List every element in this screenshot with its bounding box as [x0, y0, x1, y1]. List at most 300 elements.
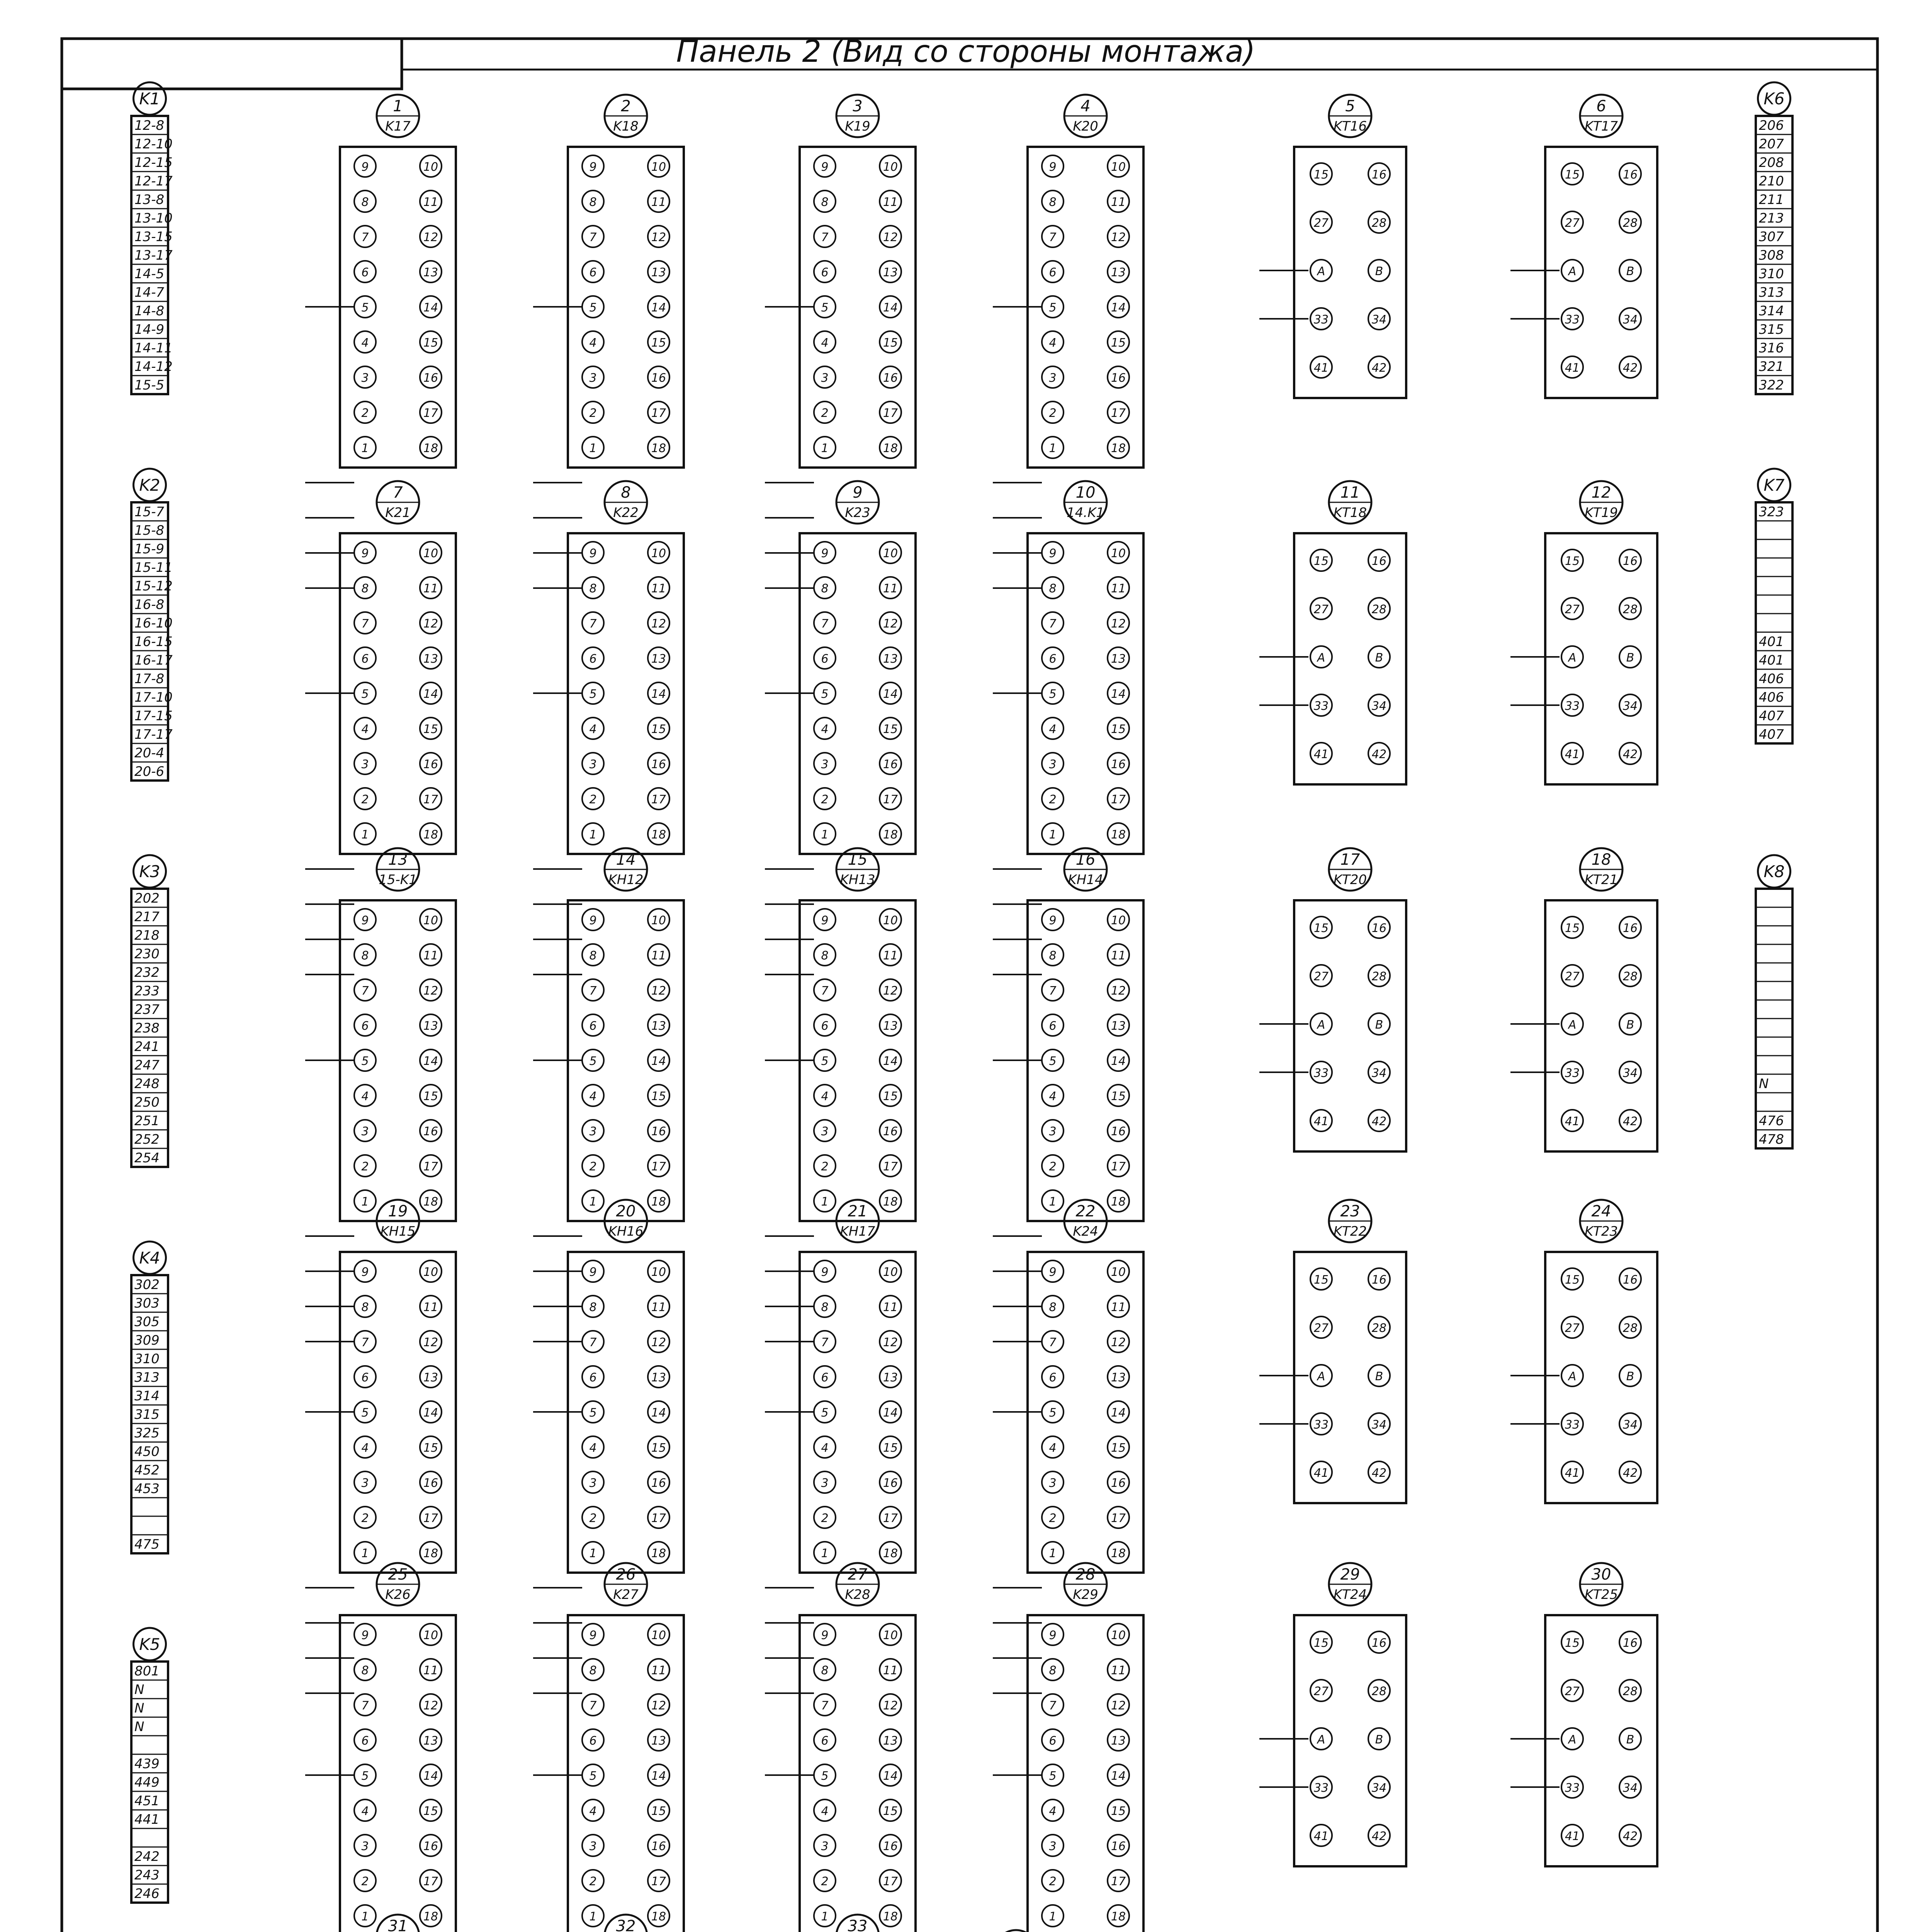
relay-pin-label: 15 [1111, 1090, 1126, 1103]
strip-terminal-label: 15-9 [134, 541, 165, 557]
timer-pin-label: A [1568, 651, 1577, 665]
strip-terminal-label: 16-10 [134, 616, 173, 631]
device-designation: K24 [1073, 1224, 1098, 1239]
relay-pin-label: 4 [361, 336, 369, 350]
strip-terminal-label: 407 [1759, 727, 1784, 742]
strip-terminal-label: 316 [1759, 340, 1784, 356]
relay-pin-label: 1 [1049, 442, 1057, 455]
relay-pin-label: 1 [1049, 828, 1057, 842]
device-block-5 [1294, 95, 1406, 398]
timer-pin-label: 42 [1371, 748, 1387, 761]
relay-pin-label: 8 [589, 582, 597, 595]
terminal-strip-k5 [131, 1628, 168, 1903]
relay-pin-label: 15 [1111, 336, 1126, 350]
relay-pin-label: 7 [1049, 617, 1057, 631]
relay-pin-label: 15 [423, 1441, 438, 1455]
timer-pin-label: 33 [1565, 1066, 1580, 1080]
relay-pin-label: 14 [423, 1054, 438, 1068]
timer-pin-label: 15 [1313, 554, 1329, 568]
relay-pin-label: 8 [361, 1301, 369, 1314]
timer-pin-label: 27 [1313, 1685, 1329, 1698]
device-designation: KT17 [1584, 119, 1618, 134]
strip-terminal-label: 17-17 [134, 727, 173, 742]
timer-pin-label: 16 [1622, 1273, 1638, 1287]
timer-pin-label: 16 [1371, 1273, 1387, 1287]
relay-pin-label: 8 [1049, 949, 1057, 963]
device-block-17 [1294, 848, 1406, 1151]
relay-pin-label: 9 [589, 1629, 597, 1642]
strip-terminal-label: 210 [1759, 173, 1784, 189]
relay-pin-label: 16 [1111, 371, 1126, 385]
relay-pin-label: 13 [651, 266, 666, 279]
relay-pin-label: 6 [1049, 1371, 1057, 1384]
strip-terminal-label: 12-15 [134, 155, 173, 170]
relay-pin-label: 11 [651, 1301, 666, 1314]
relay-pin-label: 7 [361, 617, 369, 631]
relay-pin-label: 16 [423, 1476, 438, 1490]
relay-pin-label: 4 [1049, 336, 1057, 350]
strip-terminal-label: 242 [134, 1849, 160, 1864]
strip-terminal-label: 302 [134, 1277, 160, 1293]
relay-pin-label: 2 [1049, 1512, 1057, 1525]
relay-pin-label: 6 [361, 652, 369, 666]
device-designation: KH12 [608, 872, 644, 888]
terminal-strip-k6 [1756, 82, 1792, 394]
strip-terminal-label: 14-12 [134, 359, 173, 374]
timer-pin-label: 15 [1565, 1273, 1580, 1287]
relay-pin-label: 10 [651, 547, 666, 560]
strip-terminal-label: 16-15 [134, 634, 173, 650]
strip-id-label: K8 [1764, 862, 1785, 881]
relay-pin-label: 3 [1049, 758, 1057, 771]
strip-terminal-label: 213 [1759, 211, 1784, 226]
device-number: 33 [848, 1917, 868, 1932]
relay-pin-label: 9 [1049, 914, 1057, 927]
relay-pin-label: 7 [821, 1336, 829, 1349]
relay-pin-label: 12 [423, 984, 438, 998]
relay-pin-label: 13 [651, 1371, 666, 1384]
strip-terminal-label: 309 [134, 1333, 160, 1348]
relay-pin-label: 8 [821, 1301, 829, 1314]
relay-pin-label: 6 [589, 1371, 597, 1384]
timer-pin-label: 27 [1565, 1321, 1580, 1335]
timer-pin-label: 15 [1313, 168, 1329, 182]
timer-pin-label: 42 [1622, 1830, 1638, 1843]
relay-pin-label: 4 [821, 1804, 829, 1818]
device-designation: K18 [613, 119, 639, 134]
timer-pin-label: 16 [1371, 1636, 1387, 1650]
device-block-22 [1028, 1200, 1143, 1573]
device-block-9 [800, 481, 916, 854]
relay-pin-label: 9 [589, 547, 597, 560]
strip-id-label: K1 [139, 89, 160, 108]
relay-pin-label: 18 [883, 828, 898, 842]
timer-pin-label: 42 [1371, 1466, 1387, 1480]
strip-terminal-label: 17-15 [134, 708, 173, 724]
relay-pin-label: 12 [883, 1336, 898, 1349]
relay-pin-label: 3 [821, 371, 829, 385]
timer-pin-label: 27 [1565, 1685, 1580, 1698]
device-block-6 [1545, 95, 1657, 398]
relay-pin-label: 9 [361, 1629, 369, 1642]
device-number: 24 [1591, 1202, 1611, 1220]
relay-pin-label: 13 [883, 1734, 898, 1748]
relay-pin-label: 8 [589, 949, 597, 963]
relay-pin-label: 2 [821, 406, 829, 420]
device-number: 9 [853, 484, 863, 502]
relay-pin-label: 10 [423, 1265, 438, 1279]
relay-pin-label: 3 [1049, 371, 1057, 385]
relay-pin-label: 1 [589, 1195, 597, 1209]
relay-pin-label: 4 [361, 723, 369, 736]
relay-pin-label: 11 [883, 196, 898, 209]
device-number: 3 [853, 97, 863, 115]
device-block-7 [340, 481, 456, 854]
relay-pin-label: 18 [651, 1195, 666, 1209]
relay-pin-label: 12 [423, 617, 438, 631]
relay-pin-label: 11 [651, 582, 666, 595]
relay-pin-label: 17 [651, 1160, 666, 1173]
relay-pin-label: 3 [1049, 1840, 1057, 1853]
relay-pin-label: 13 [1111, 1734, 1126, 1748]
relay-pin-label: 5 [361, 1054, 369, 1068]
relay-pin-label: 3 [589, 1476, 597, 1490]
device-block-27 [800, 1563, 916, 1932]
relay-pin-label: 1 [1049, 1547, 1057, 1560]
relay-pin-label: 6 [1049, 652, 1057, 666]
strip-terminal-label: N [134, 1682, 144, 1697]
device-block-11 [1294, 481, 1406, 784]
relay-pin-label: 18 [423, 442, 438, 455]
strip-terminal-label: 15-12 [134, 578, 173, 594]
relay-pin-label: 16 [883, 1840, 898, 1853]
relay-pin-label: 1 [589, 442, 597, 455]
timer-pin-label: A [1317, 1018, 1325, 1032]
relay-pin-label: 5 [361, 1769, 369, 1783]
relay-pin-label: 14 [1111, 301, 1126, 315]
relay-pin-label: 9 [589, 1265, 597, 1279]
timer-pin-label: 16 [1622, 554, 1638, 568]
device-block-21 [800, 1200, 916, 1573]
relay-pin-label: 2 [821, 1875, 829, 1888]
relay-pin-label: 15 [423, 723, 438, 736]
relay-pin-label: 5 [589, 1054, 597, 1068]
timer-pin-label: 34 [1371, 1066, 1387, 1080]
device-number: 19 [388, 1202, 408, 1220]
relay-pin-label: 16 [883, 371, 898, 385]
relay-pin-label: 6 [589, 1019, 597, 1033]
relay-pin-label: 10 [423, 160, 438, 174]
relay-pin-label: 14 [423, 1769, 438, 1783]
strip-terminal-label: 310 [134, 1351, 160, 1367]
relay-pin-label: 5 [361, 687, 369, 701]
timer-pin-label: B [1626, 651, 1634, 665]
relay-pin-label: 1 [821, 1195, 829, 1209]
relay-pin-label: 7 [821, 1699, 829, 1713]
relay-pin-label: 1 [361, 442, 369, 455]
strip-terminal-label: 307 [1759, 229, 1784, 245]
timer-pin-label: 33 [1313, 1066, 1329, 1080]
relay-pin-label: 5 [821, 1054, 829, 1068]
timer-pin-label: 28 [1622, 970, 1638, 983]
relay-pin-label: 1 [361, 1195, 369, 1209]
relay-pin-label: 18 [423, 1910, 438, 1923]
strip-terminal-label: N [134, 1719, 144, 1735]
timer-pin-label: B [1626, 1018, 1634, 1032]
relay-pin-label: 17 [1111, 1160, 1126, 1173]
relay-pin-label: 9 [589, 160, 597, 174]
timer-pin-label: 41 [1313, 1466, 1329, 1480]
relay-pin-label: 18 [1111, 828, 1126, 842]
strip-terminal-label: 401 [1759, 653, 1784, 668]
relay-pin-label: 4 [361, 1441, 369, 1455]
device-designation: KT18 [1333, 505, 1367, 520]
relay-pin-label: 15 [651, 1804, 666, 1818]
relay-pin-label: 4 [589, 1090, 597, 1103]
strip-terminal-label: 15-8 [134, 523, 165, 538]
timer-pin-label: A [1568, 265, 1577, 278]
device-designation: KH16 [608, 1224, 644, 1239]
device-number: 7 [393, 484, 403, 502]
relay-pin-label: 12 [1111, 617, 1126, 631]
strip-terminal-label: 313 [134, 1370, 160, 1385]
strip-terminal-label: 13-15 [134, 229, 173, 245]
device-block-16 [1028, 848, 1143, 1221]
relay-pin-label: 5 [821, 687, 829, 701]
strip-terminal-label: 401 [1759, 634, 1784, 650]
timer-pin-label: 28 [1371, 216, 1387, 230]
drawing-frame [62, 39, 1877, 1932]
timer-pin-label: 42 [1371, 361, 1387, 375]
device-number: 28 [1075, 1566, 1096, 1583]
relay-pin-label: 10 [651, 160, 666, 174]
timer-pin-label: 15 [1565, 168, 1580, 182]
relay-pin-label: 5 [1049, 1769, 1057, 1783]
relay-pin-label: 14 [883, 1406, 898, 1420]
strip-terminal-label: 247 [134, 1058, 160, 1073]
relay-pin-label: 4 [1049, 1441, 1057, 1455]
relay-pin-label: 10 [1111, 547, 1126, 560]
device-designation: KT20 [1333, 872, 1367, 888]
relay-pin-label: 13 [1111, 652, 1126, 666]
relay-pin-label: 7 [361, 1699, 369, 1713]
strip-terminal-label: 14-8 [134, 303, 165, 319]
relay-pin-label: 9 [821, 914, 829, 927]
strip-terminal-label: 254 [134, 1150, 160, 1166]
relay-pin-label: 8 [1049, 582, 1057, 595]
relay-pin-label: 14 [651, 1769, 666, 1783]
relay-pin-label: 11 [651, 1664, 666, 1677]
relay-pin-label: 12 [883, 1699, 898, 1713]
relay-pin-label: 4 [361, 1804, 369, 1818]
timer-pin-label: 41 [1565, 748, 1580, 761]
relay-pin-label: 6 [1049, 1019, 1057, 1033]
device-number: 11 [1340, 484, 1360, 502]
relay-pin-label: 18 [651, 1547, 666, 1560]
relay-pin-label: 10 [423, 1629, 438, 1642]
strip-terminal-label: 14-9 [134, 322, 165, 337]
relay-pin-label: 13 [1111, 1019, 1126, 1033]
relay-pin-label: 16 [1111, 1840, 1126, 1853]
relay-pin-label: 15 [651, 723, 666, 736]
relay-pin-label: 17 [1111, 406, 1126, 420]
device-number: 6 [1596, 97, 1606, 115]
strip-terminal-label: 313 [1759, 285, 1784, 300]
relay-pin-label: 6 [361, 1019, 369, 1033]
relay-pin-label: 6 [821, 652, 829, 666]
relay-pin-label: 5 [589, 1406, 597, 1420]
relay-pin-label: 7 [361, 984, 369, 998]
relay-pin-label: 18 [1111, 1910, 1126, 1923]
device-blocks [133, 95, 1891, 1932]
relay-pin-label: 14 [1111, 1406, 1126, 1420]
relay-pin-label: 15 [423, 1090, 438, 1103]
timer-pin-label: 42 [1622, 1466, 1638, 1480]
relay-pin-label: 7 [821, 617, 829, 631]
relay-pin-label: 11 [1111, 1664, 1126, 1677]
relay-pin-label: 10 [883, 1629, 898, 1642]
device-designation: KT25 [1584, 1587, 1618, 1602]
strip-terminal-label: 315 [1759, 322, 1784, 337]
relay-pin-label: 10 [1111, 914, 1126, 927]
relay-pin-label: 17 [1111, 1512, 1126, 1525]
relay-pin-label: 3 [589, 371, 597, 385]
timer-pin-label: 34 [1371, 313, 1387, 327]
device-number: 29 [1340, 1566, 1360, 1583]
relay-pin-label: 9 [361, 914, 369, 927]
strip-terminal-label: 233 [134, 983, 160, 999]
relay-pin-label: 2 [589, 1875, 597, 1888]
timer-pin-label: 34 [1622, 1418, 1638, 1432]
relay-pin-label: 13 [883, 1019, 898, 1033]
timer-pin-label: 27 [1565, 216, 1580, 230]
device-block-34 [995, 1930, 1565, 1932]
strip-terminal-label: 439 [134, 1756, 160, 1772]
timer-pin-label: 33 [1313, 313, 1329, 327]
relay-pin-label: 13 [651, 1734, 666, 1748]
relay-pin-label: 12 [423, 1336, 438, 1349]
relay-pin-label: 4 [361, 1090, 369, 1103]
strip-terminal-label: 323 [1759, 504, 1784, 520]
timer-pin-label: A [1568, 1370, 1577, 1383]
relay-pin-label: 10 [651, 914, 666, 927]
timer-pin-label: 42 [1371, 1115, 1387, 1128]
relay-pin-label: 12 [883, 617, 898, 631]
relay-pin-label: 13 [423, 1019, 438, 1033]
relay-pin-label: 10 [651, 1265, 666, 1279]
relay-pin-label: 9 [821, 1265, 829, 1279]
relay-pin-label: 8 [1049, 1301, 1057, 1314]
strip-terminal-label: 478 [1759, 1132, 1784, 1147]
relay-pin-label: 13 [423, 1734, 438, 1748]
timer-pin-label: 16 [1371, 922, 1387, 935]
relay-pin-label: 3 [361, 371, 369, 385]
relay-pin-label: 7 [361, 1336, 369, 1349]
device-designation: K29 [1073, 1587, 1098, 1602]
relay-pin-label: 16 [423, 371, 438, 385]
relay-pin-label: 6 [1049, 1734, 1057, 1748]
strip-terminal-label: 310 [1759, 266, 1784, 282]
strip-terminal-label: 449 [134, 1775, 160, 1790]
relay-pin-label: 2 [821, 1512, 829, 1525]
strip-terminal-label: 476 [1759, 1113, 1784, 1129]
relay-pin-label: 17 [883, 1512, 898, 1525]
relay-pin-label: 18 [883, 1910, 898, 1923]
relay-pin-label: 15 [651, 1441, 666, 1455]
timer-pin-label: 16 [1622, 922, 1638, 935]
relay-pin-label: 8 [589, 1301, 597, 1314]
relay-pin-label: 1 [361, 1547, 369, 1560]
relay-pin-label: 8 [1049, 196, 1057, 209]
relay-pin-label: 4 [589, 723, 597, 736]
relay-pin-label: 6 [361, 266, 369, 279]
relay-pin-label: 11 [1111, 196, 1126, 209]
relay-pin-label: 5 [821, 1769, 829, 1783]
strip-terminal-label: 453 [134, 1481, 160, 1497]
strip-terminal-label: 13-17 [134, 248, 173, 263]
strip-terminal-label: 14-7 [134, 285, 165, 300]
relay-pin-label: 17 [883, 1160, 898, 1173]
device-block-4 [1028, 95, 1143, 468]
relay-pin-label: 13 [423, 1371, 438, 1384]
timer-pin-label: 27 [1313, 216, 1329, 230]
timer-pin-label: 41 [1565, 1830, 1580, 1843]
relay-pin-label: 13 [423, 652, 438, 666]
device-number: 4 [1081, 97, 1091, 115]
relay-pin-label: 7 [589, 984, 597, 998]
device-number: 22 [1075, 1202, 1096, 1220]
strip-terminal-label: 14-5 [134, 266, 165, 282]
relay-pin-label: 16 [651, 1125, 666, 1138]
device-block-10 [1028, 481, 1143, 854]
relay-pin-label: 10 [883, 1265, 898, 1279]
device-number: 5 [1345, 97, 1355, 115]
relay-pin-label: 13 [651, 652, 666, 666]
device-designation: KH13 [840, 872, 875, 888]
relay-pin-label: 4 [589, 1441, 597, 1455]
relay-pin-label: 9 [361, 1265, 369, 1279]
relay-pin-label: 12 [651, 617, 666, 631]
relay-pin-label: 3 [361, 1125, 369, 1138]
relay-pin-label: 18 [883, 442, 898, 455]
timer-pin-label: B [1375, 651, 1383, 665]
device-number: 27 [848, 1566, 868, 1583]
relay-pin-label: 17 [423, 1512, 438, 1525]
terminal-strip-k3 [131, 855, 168, 1167]
relay-pin-label: 4 [589, 336, 597, 350]
device-number: 30 [1591, 1566, 1611, 1583]
relay-pin-label: 2 [361, 793, 369, 806]
relay-pin-label: 11 [423, 582, 438, 595]
strip-terminal-label: 251 [134, 1113, 160, 1129]
relay-pin-label: 9 [361, 547, 369, 560]
timer-pin-label: 15 [1313, 922, 1329, 935]
strip-terminal-label: 450 [134, 1444, 160, 1459]
timer-pin-label: 34 [1622, 699, 1638, 713]
relay-pin-label: 14 [883, 301, 898, 315]
relay-pin-label: 18 [883, 1547, 898, 1560]
timer-pin-label: 28 [1371, 1321, 1387, 1335]
relay-pin-label: 9 [1049, 160, 1057, 174]
strip-terminal-label: 475 [134, 1537, 160, 1552]
relay-pin-label: 8 [361, 949, 369, 963]
relay-pin-label: 9 [1049, 1265, 1057, 1279]
device-number: 26 [616, 1566, 636, 1583]
strip-terminal-label: 17-8 [134, 671, 165, 687]
relay-pin-label: 1 [589, 828, 597, 842]
device-designation: KT19 [1584, 505, 1618, 520]
relay-pin-label: 3 [589, 1840, 597, 1853]
